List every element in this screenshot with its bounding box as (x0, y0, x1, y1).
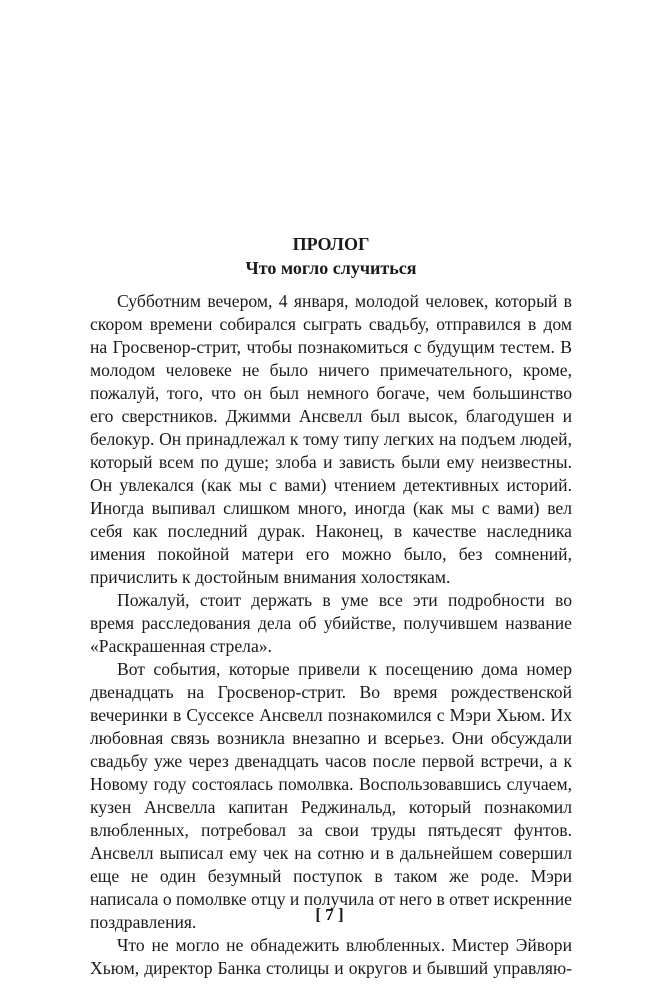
page-body (90, 232, 572, 980)
page-number: [ 7 ] (315, 905, 344, 924)
chapter-label: ПРОЛОГ (292, 234, 370, 254)
paragraph-3: Вот события, которые привели к посещению дома номер двенадцать на Гросвенор-стрит. Во время рождественской вечеринки в Суссексе Ансвелл познакомился с Мэри Хьюм. Их любовная связь возникла внезапно и всерьез. Они обсуждали свадьбу уже через двенадцать часов после первой встречи, а к Новому году состоялась помолвка. Воспользовавшись случаем, кузен Ансвелла капитан Реджинальд, который познакомил влюбленных, потребовал за свои труды пятьдесят фунтов. Ансвелл выписал ему чек на сотню и в дальнейшем совершил еще не один безумный поступок в таком же роде. Мэри написала о помолвке отцу и получила от него в ответ искренние поздравления. (90, 659, 572, 932)
paragraph-2: Пожалуй, стоит держать в уме все эти подробности во время расследования дела об убийстве, получившем название «Раскрашенная стрела». (90, 590, 572, 656)
paragraph-1: Субботним вечером, 4 января, молодой человек, который в скором времени собирался сыграть свадьбу, отправился в дом на Гросвенор-стрит, чтобы познакомиться с будущим тестем. В молодом человеке не было ничего примечательного, кроме, пожалуй, того, что он был немного богаче, чем большинство его сверстников. Джимми Ансвелл был высок, благодушен и белокур. Он принадлежал к тому типу легких на подъем людей, который всем по душе; злоба и зависть были ему неизвестны. Он увлекался (как мы с вами) чтением детективных историй. Иногда выпивал слишком много, иногда (как мы с вами) вел себя как последний дурак. Наконец, в качестве наследника имения покойной матери его можно было, без сомнений, причислить к достойным внимания холостякам. (90, 291, 572, 587)
paragraph-4: Что не могло не обнадежить влюбленных. Мистер Эйвори Хьюм, директор Банка столицы и округов и бывший управляю- (90, 935, 572, 978)
chapter-subtitle: Что могло случиться (245, 258, 417, 278)
